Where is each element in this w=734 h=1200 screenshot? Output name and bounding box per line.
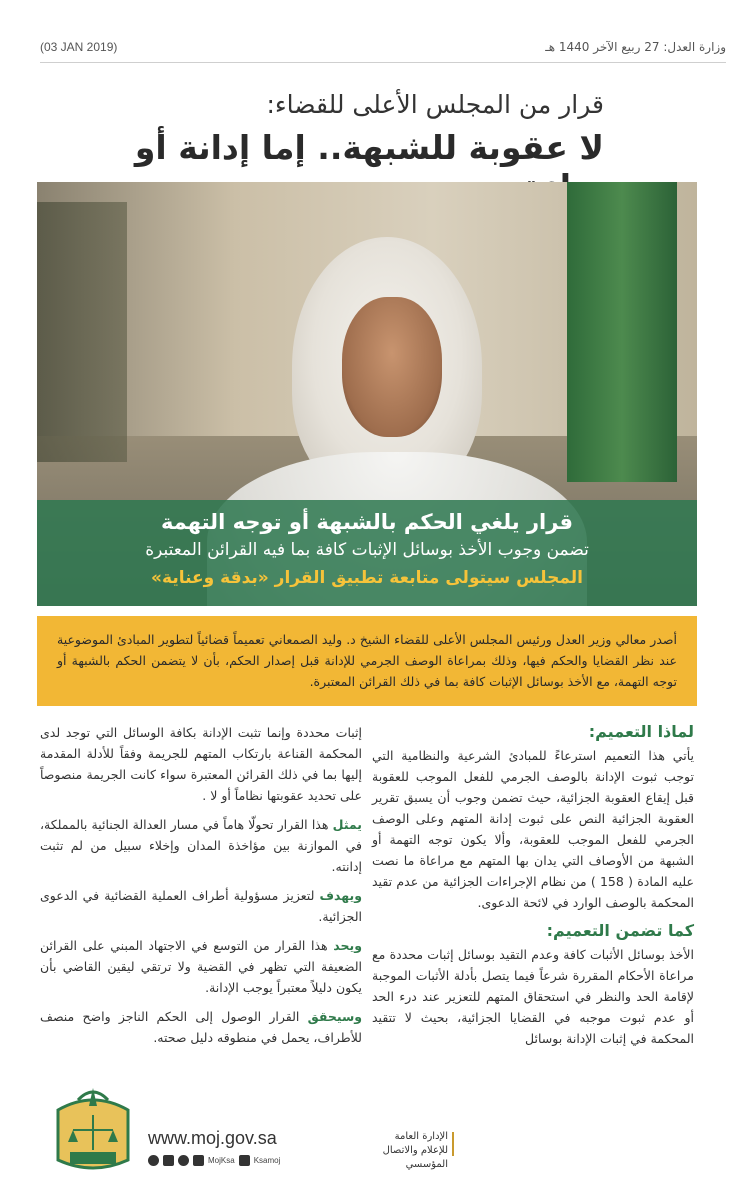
department-name: الإدارة العامة للإعلام والاتصال المؤسسي	[382, 1131, 448, 1170]
gregorian-date: (03 JAN 2019)	[40, 40, 118, 54]
photo-caption-overlay	[37, 500, 697, 606]
footer	[40, 1080, 726, 1180]
top-meta	[40, 40, 726, 60]
article-kicker: قرار من المجلس الأعلى للقضاء:	[266, 90, 604, 119]
instagram-icon[interactable]	[163, 1155, 174, 1166]
linkedin-icon[interactable]	[193, 1155, 204, 1166]
youtube-icon[interactable]	[239, 1155, 250, 1166]
subheading-why: لماذا التعميم:	[588, 722, 694, 741]
twitter-icon[interactable]	[148, 1155, 159, 1166]
keyword: ويهدف	[319, 888, 362, 903]
social-links	[148, 1153, 280, 1167]
keyword: يمثل	[332, 817, 362, 832]
keyword: وسيحقق	[307, 1009, 362, 1024]
handle-ksamoj: Ksamoj	[253, 1155, 281, 1165]
paragraph-aims	[40, 885, 362, 927]
paragraph-why: يأتي هذا التعميم استرعاءً للمبادئ الشرعية والنظامية التي توجب ثبوت الإدانة بالوصف الجرمي للفعل الموجب للعقوبة قبل إيقاع العقوبة الجزائية، حيث تضمن وجوب أن يسبق تقرير العقوبة الجزائية النص على ثبوت إدانة المتهم وعلى الوصف الجرمي للفعل الموجب للعقوبة، وألا يكون توجه التهمة أو الشبهة من الأوصاف التي يدان بها المتهم مع مراعاة ما نصت عليه المادة ( 158 ) من نظام الإجراءات الجزائية من عدم تقيد المحكمة بالوصف الوارد في لائحة الدعوى.	[372, 748, 694, 910]
paragraph-text: القرار الوصول إلى الحكم الناجز واضح منصف للأطراف، يحمل في منطوقه دليل صحته.	[40, 1009, 362, 1045]
divider	[40, 62, 726, 63]
paragraph-included: الأخذ بوسائل الأثبات كافة وعدم التقيد بوسائل إثبات محددة مع مراعاة الأحكام المقررة شرعاً فيما يتصل بأدلة الأثبات الموجبة لإقامة الحد والنظر في استحقاق المتهم للتعزير عند درء الحد أو عدم ثبوت موجبه في القضايا الجزائية، بحيث لا تتقيد المحكمة في إثبات الإدانة بوسائل	[372, 947, 694, 1046]
photo-saudi-flag	[567, 182, 677, 482]
paragraph-represents	[40, 814, 362, 877]
paragraph-text: هذا القرار تحولّا هاماً في مسار العدالة الجنائية بالمملكة، في الموازنة بين مؤاخذة المدان وإخلاء سبيل من لم تثبت إدانته.	[40, 817, 362, 874]
right-column	[372, 722, 694, 1057]
lead-paragraph: أصدر معالي وزير العدل ورئيس المجلس الأعلى للقضاء الشيخ د. وليد الصمعاني تعميماً قضائياً لتطوير المبادئ الموضوعية عند نظر القضايا والحكم فيها، وذلك بمراعاة الوصف الجرمي للإدانة قبل إصدار الحكم، بأن لا يتضمن الحكم بالشبهة أو توجه التهمة، مع الأخذ بوسائل الإثبات كافة بما في ذلك القرائن المعتبرة.	[37, 616, 697, 706]
photo-left-flag	[37, 202, 127, 462]
paragraph-achieves	[40, 1006, 362, 1048]
paragraph-limits	[40, 935, 362, 998]
paragraph-text: هذا القرار من التوسع في الاجتهاد المبني على القرائن الضعيفة التي تظهر في القضية ولا ترتقي ليقين القاضي بأن يكون دليلاً معتبراً يوجب الإدانة.	[40, 938, 362, 995]
hero-photo	[37, 182, 697, 606]
left-column	[40, 722, 362, 1056]
paragraph-evidence: إثبات محددة وإنما تثبت الإدانة بكافة الوسائل التي توجد لدى المحكمة القناعة بارتكاب المتهم للجريمة وفقاً للأدلة المقدمة إليها بما في ذلك القرائن المعتبرة سواء كانت الجريمة منصوصاً على تحديد عقوبتها نظاماً أو لا .	[40, 725, 362, 803]
snapchat-icon[interactable]	[178, 1155, 189, 1166]
paragraph-text: لتعزيز مسؤولية أطراف العملية القضائية في الدعوى الجزائية.	[40, 888, 362, 924]
handle-mojksa: MojKsa	[208, 1155, 235, 1165]
keyword: ويحد	[333, 938, 362, 953]
caption-line-2: تضمن وجوب الأخذ بوسائل الإثبات كافة بما فيه القرائن المعتبرة	[145, 540, 589, 560]
website-link[interactable]: www.moj.gov.sa	[148, 1128, 277, 1148]
photo-person-face	[342, 297, 442, 437]
article-headline: لا عقوبة للشبهة.. إما إدانة أو	[134, 128, 604, 167]
subheading-included: كما تضمن التعميم:	[546, 921, 694, 940]
ministry-seal-logo	[48, 1080, 138, 1176]
footer-accent-bar	[452, 1132, 454, 1156]
caption-line-3: المجلس سيتولى متابعة تطبيق القرار «بدقة وعناية»	[151, 568, 583, 588]
source-date: وزارة العدل: 27 ربيع الآخر 1440 هـ	[545, 40, 726, 54]
caption-line-1: قرار يلغي الحكم بالشبهة أو توجه التهمة	[160, 510, 574, 534]
